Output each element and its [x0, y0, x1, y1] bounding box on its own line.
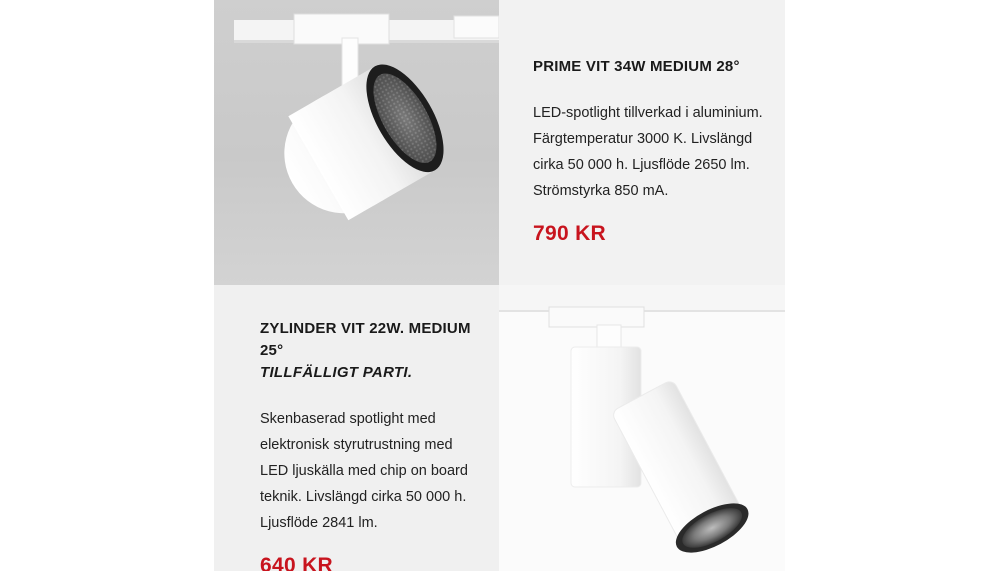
product-price: 790 KR — [533, 222, 607, 245]
product-title: ZYLINDER VIT 22W. MEDIUM 25° — [260, 320, 471, 359]
product-price: 640 KR — [260, 554, 334, 571]
product-description: Skenbaserad spotlight med elektronisk styrutrustning med LED ljuskälla med chip on board teknik. Livslängd cirka 50 000 h. Ljusflöde 2841 lm. — [260, 411, 468, 531]
product-image-zylinder — [499, 285, 785, 571]
product-grid — [214, 0, 785, 571]
product-title: PRIME VIT 34W MEDIUM 28° — [533, 58, 740, 75]
product-image-prime — [214, 0, 499, 285]
product-subtitle: TILLFÄLLIGT PARTI. — [260, 364, 413, 381]
product-info-prime — [499, 0, 785, 285]
product-info-zylinder — [214, 285, 499, 571]
product-description: LED-spotlight tillverkad i aluminium. Färgtemperatur 3000 K. Livslängd cirka 50 000 h. Ljusflöde 2650 lm. Strömstyrka 850 mA. — [533, 105, 763, 199]
zylinder-spotlight-illustration — [499, 285, 785, 571]
prime-spotlight-illustration — [214, 0, 499, 285]
